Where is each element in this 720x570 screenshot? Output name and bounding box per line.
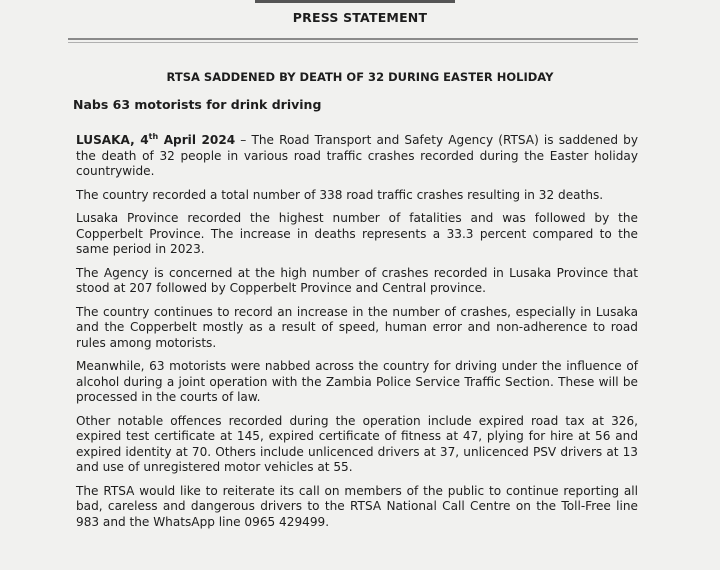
page-heading: PRESS STATEMENT [292,10,428,25]
subheadline: Nabs 63 motorists for drink driving [73,97,322,112]
paragraph-2: The country recorded a total number of 338 road traffic crashes resulting in 32 deaths. [76,187,604,202]
paragraph-3: Lusaka Province recorded the highest number of fatalities and was followed by the Copperbelt Province. The increase in deaths represents a 33.3 percent compared to the same period in 2023. [76,211,638,256]
paragraph-7: Other notable offences recorded during the operation include expired road tax at 326, expired test certificate at 145, expired certificate of fitness at 47, plying for hire at 56 and expired identity at 70. Others include unlicenced drivers at 37, unlicenced PSV drivers at 13 and use of unregistered motor vehicles at 55. [76,413,638,474]
divider-line [68,38,638,40]
paragraph-1 [76,133,638,180]
headline: RTSA SADDENED BY DEATH OF 32 DURING EASTER HOLIDAY [166,70,554,84]
paragraph-8: The RTSA would like to reiterate its call on members of the public to continue reporting all bad, careless and dangerous drivers to the RTSA National Call Centre on the Toll-Free line 983 and the WhatsApp line 0965 429499. [76,483,638,529]
top-letterhead-bar [255,0,455,3]
divider-line-thin [68,42,638,43]
paragraph-1-text: – The Road Transport and Safety Agency (RTSA) is saddened by the death of 32 people in various road traffic crashes recorded during the Easter holiday countrywide. [76,133,639,178]
statement-body [76,133,638,538]
paragraph-4: The Agency is concerned at the high number of crashes recorded in Lusaka Province that stood at 207 followed by Copperbelt Province and Central province. [76,265,638,295]
paragraph-5: The country continues to record an increase in the number of crashes, especially in Lusaka and the Copperbelt mostly as a result of speed, human error and non-adherence to road rules among motorists. [76,304,638,350]
paragraph-6: Meanwhile, 63 motorists were nabbed across the country for driving under the influence of alcohol during a joint operation with the Zambia Police Service Traffic Section. These will be processed in the courts of law. [76,359,638,404]
dateline: LUSAKA, 4th April 2024 [76,131,236,147]
